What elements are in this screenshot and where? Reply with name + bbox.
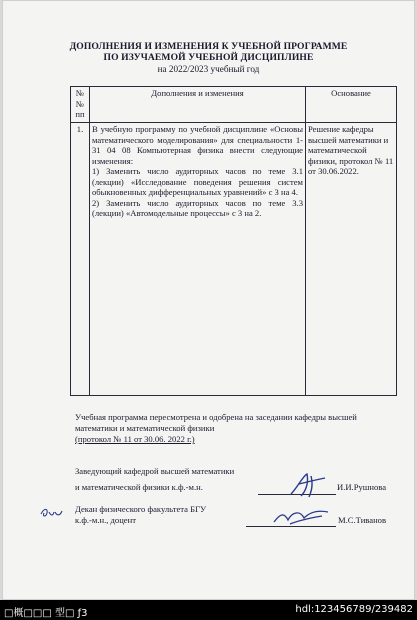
viewer-status-bar: [0, 600, 417, 620]
doc-year-line: на 2022/2023 учебный год: [157, 64, 260, 74]
header-num: № № пп: [71, 87, 90, 123]
change-item-2: 2) Заменить число аудиторных часов по теме 3.3 (лекции) «Автомодельные процессы» с 3 на 2.: [92, 197, 303, 218]
head-title-line2: и математической физики к.ф.-м.н.: [75, 482, 203, 492]
protocol-text: (протокол № 11 от 30.06. 2022 г.): [75, 434, 195, 444]
table-header-row: [71, 87, 397, 123]
dean-title-line2: к.ф.-м.н., доцент: [75, 515, 136, 525]
review-text: Учебная программа пересмотрена и одобрена на заседании кафедры высшей математики и математической физики: [75, 412, 357, 433]
status-left-text: □概□□□ 型□ ƒ3: [4, 608, 88, 619]
header-changes: Дополнения и изменения: [90, 87, 306, 123]
table-row: [71, 123, 397, 396]
row-changes: [90, 123, 306, 396]
doc-title-line2: ПО ИЗУЧАЕМОЙ УЧЕБНОЙ ДИСЦИПЛИНЕ: [103, 52, 314, 63]
dean-signature: [270, 506, 332, 528]
head-title-line1: Заведующий кафедрой высшей математики: [75, 466, 235, 476]
protocol-line: [75, 434, 195, 445]
dean-title-line1: Декан физического факультета БГУ: [75, 504, 207, 514]
change-item-1: 1) Заменить число аудиторных часов по теме 3.1 (лекции) «Исследование поведения решения систем обыкновенных дифференциальных уравнений» с 3 на 4.: [92, 166, 303, 197]
header-basis: Основание: [306, 87, 397, 123]
approval-mark: [38, 504, 68, 522]
doc-title-line1: ДОПОЛНЕНИЯ И ИЗМЕНЕНИЯ К УЧЕБНОЙ ПРОГРАММЕ: [69, 41, 348, 52]
status-handle-text: hdl:123456789/239482: [295, 604, 413, 615]
row-basis: Решение кафедры высшей математики и математической физики, протокол № 11 от 30.06.2022.: [306, 123, 397, 396]
row-num: 1.: [71, 123, 90, 396]
head-name: И.И.Рушнова: [337, 482, 387, 492]
dean-name: М.С.Тиванов: [338, 515, 387, 525]
change-intro: В учебную программу по учебной дисциплине «Основы математического моделирования» для специальности 1-31 04 08 Компьютерная физика внести следующие изменения:: [92, 124, 303, 166]
changes-table: [70, 86, 397, 396]
head-signature: [285, 470, 330, 500]
